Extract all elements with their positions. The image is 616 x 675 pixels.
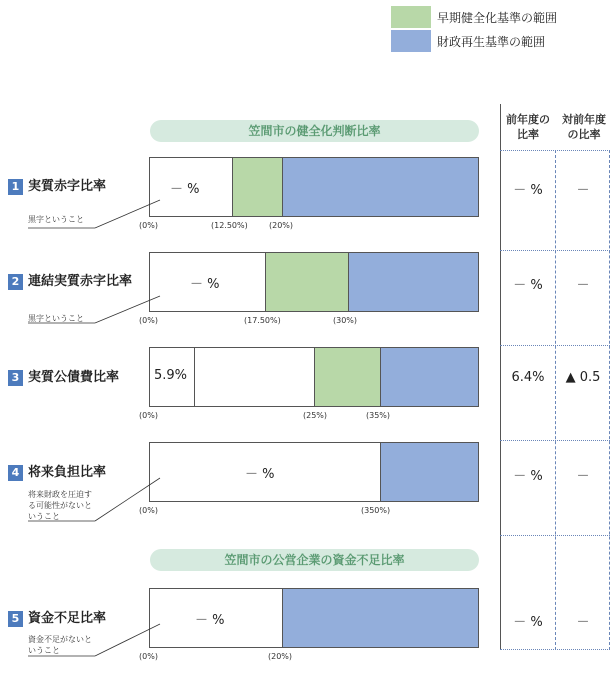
row-1-tick-0: (0%) [139,221,158,230]
row-3-tick-2: (35%) [366,411,391,420]
row-2-diff: － [576,278,590,293]
row-1-tick-2: (20%) [269,221,294,230]
row-5-leader-diag [95,624,160,656]
row-5-note: 資金不足がないということ [28,635,92,655]
row-4-prev: － % [513,469,543,484]
row-3-diff: ▲ 0.5 [565,370,601,385]
row-1-value: － % [170,182,200,197]
row-2-value: － % [190,277,220,292]
section-health-title: 笠間市の健全化判断比率 [150,120,479,142]
row-2-tick-1: (17.50%) [244,316,281,325]
row-4-number: 4 [8,465,23,481]
row-1-tick-1: (12.50%) [211,221,248,230]
row-4-leader-diag [95,478,160,521]
row-1-leader-diag [95,200,160,228]
column-diff-header: 対前年度の比率 [562,113,606,141]
legend-rebuild-label: 財政再生基準の範囲 [437,35,546,49]
row-2-tick-0: (0%) [139,316,158,325]
row-5-value: － % [195,613,225,628]
row-5-prev: － % [513,615,543,630]
row-3-title: 実質公債費比率 [28,370,120,385]
section-enterprise-title: 笠間市の公営企業の資金不足比率 [150,549,479,571]
row-3-number: 3 [8,370,23,386]
row-4-tick-1: (350%) [361,506,391,515]
row-2-number: 2 [8,274,23,290]
row-4-note: 将来財政を圧迫する可能性がないということ [28,490,92,521]
row-1-prev: － % [513,183,543,198]
row-4-title: 将来負担比率 [28,465,107,480]
column-prev-header: 前年度の比率 [506,113,550,141]
row-3-tick-0: (0%) [139,411,158,420]
row-1-number: 1 [8,179,23,195]
row-1-title: 実質赤字比率 [28,179,107,194]
row-1-note: 黒字ということ [28,215,84,224]
row-2-title: 連結実質赤字比率 [28,274,133,289]
row-1-diff: － [576,183,590,198]
row-5-diff: － [576,615,590,630]
row-5-tick-1: (20%) [268,652,293,661]
row-5-number: 5 [8,611,23,627]
legend-early-label: 早期健全化基準の範囲 [437,11,558,25]
row-3-prev: 6.4% [511,370,545,385]
row-2-leader-diag [95,296,160,323]
row-2-tick-2: (30%) [333,316,358,325]
row-4-tick-0: (0%) [139,506,158,515]
row-3-value: 5.9% [154,368,188,383]
row-5-title: 資金不足比率 [28,611,107,626]
row-5-tick-0: (0%) [139,652,158,661]
row-2-note: 黒字ということ [28,314,84,323]
row-4-diff: － [576,469,590,484]
row-2-prev: － % [513,278,543,293]
row-4-value: － % [245,467,275,482]
row-3-tick-1: (25%) [303,411,328,420]
